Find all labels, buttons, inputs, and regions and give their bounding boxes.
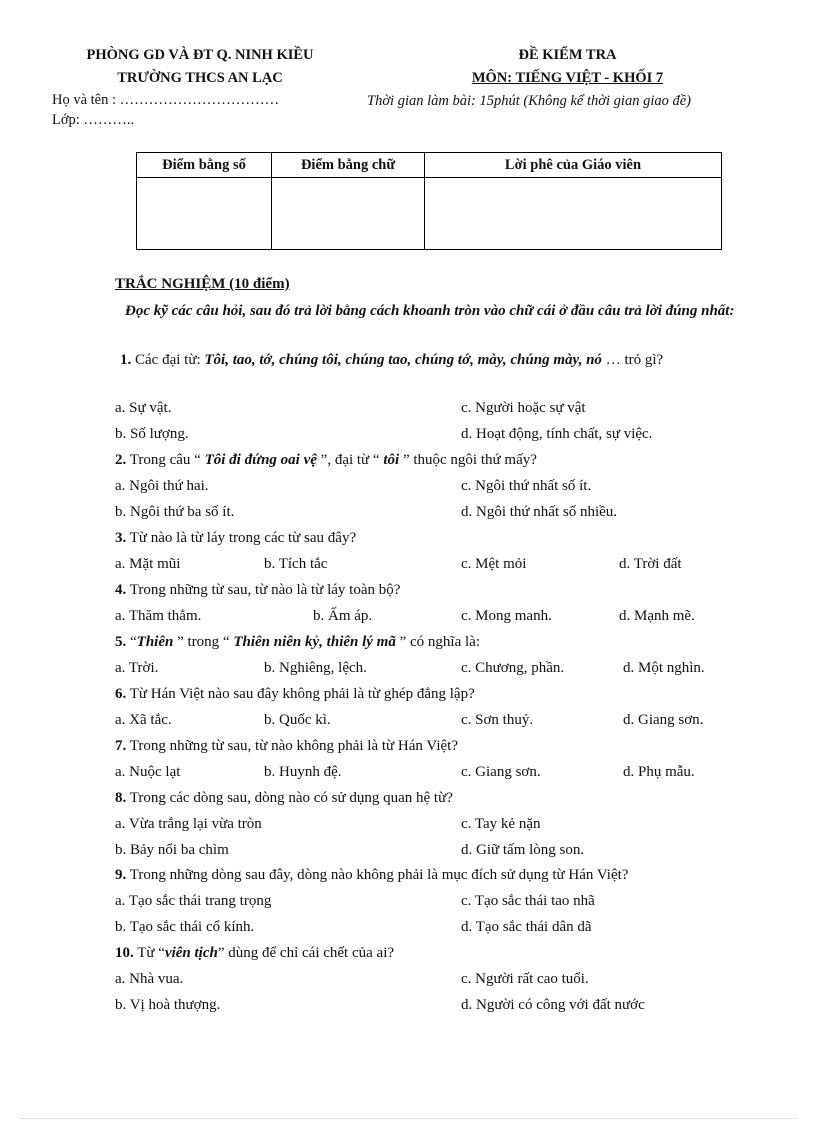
section-title: TRẮC NGHIỆM (10 điểm) [115,276,290,292]
question-4: 4. Trong những từ sau, từ nào là từ láy toàn bộ? [115,582,401,598]
question-1: 1. Các đại từ: Tôi, tao, tớ, chúng tôi, chúng tao, chúng tớ, mày, chúng mày, nó … trỏ gì? [120,352,664,368]
grade-number-header: Điểm bằng số [137,153,272,178]
class-field: Lớp: ……….. [52,112,135,128]
option-10b[interactable]: b. Vị hoà thượng. [115,997,221,1013]
teacher-comment-cell [425,178,722,250]
option-6b[interactable]: b. Quốc kì. [264,712,331,728]
option-7d[interactable]: d. Phụ mẫu. [623,764,695,780]
option-1c[interactable]: c. Người hoặc sự vật [461,400,586,416]
option-6c[interactable]: c. Sơn thuỷ. [461,712,534,728]
option-3b[interactable]: b. Tích tắc [264,556,328,572]
option-5b[interactable]: b. Nghiêng, lệch. [264,660,367,676]
instruction: Đọc kỹ các câu hỏi, sau đó trả lời bằng cách khoanh tròn vào chữ cái ở đầu câu trả lời đúng nhất: [125,303,735,319]
option-9c[interactable]: c. Tạo sắc thái tao nhã [461,893,595,909]
exam-time: Thời gian làm bài: 15phút (Không kể thời gian giao đề) [367,93,691,109]
option-4c[interactable]: c. Mong manh. [461,608,552,624]
question-8: 8. Trong các dòng sau, dòng nào có sử dụng quan hệ từ? [115,790,453,806]
question-number: 1. [120,352,132,368]
grade-table [136,152,722,250]
option-10c[interactable]: c. Người rất cao tuổi. [461,971,589,987]
option-5c[interactable]: c. Chương, phần. [461,660,565,676]
option-10a[interactable]: a. Nhà vua. [115,971,184,987]
option-8d[interactable]: d. Giữ tấm lòng son. [461,842,585,858]
option-4b[interactable]: b. Ấm áp. [313,608,373,624]
student-name-field: Họ và tên : …………………………… [52,92,280,108]
option-3d[interactable]: d. Trời đất [619,556,682,572]
option-3a[interactable]: a. Mặt mũi [115,556,181,572]
option-2d[interactable]: d. Ngôi thứ nhất số nhiều. [461,504,618,520]
option-6d[interactable]: d. Giang sơn. [623,712,704,728]
option-4d[interactable]: d. Mạnh mẽ. [619,608,695,624]
option-1b[interactable]: b. Số lượng. [115,426,189,442]
option-2c[interactable]: c. Ngôi thứ nhất số ít. [461,478,592,494]
option-9a[interactable]: a. Tạo sắc thái trang trọng [115,893,272,909]
option-10d[interactable]: d. Người có công với đất nước [461,997,645,1013]
question-2: 2. Trong câu “ Tôi đi đứng oai vệ ”, đại từ “ tôi ” thuộc ngôi thứ mấy? [115,452,537,468]
exam-title: ĐỀ KIỂM TRA [518,47,617,63]
question-6: 6. Từ Hán Việt nào sau đây không phải là từ ghép đẳng lập? [115,686,475,702]
department-name: PHÒNG GD VÀ ĐT Q. NINH KIỀU [86,47,314,63]
question-9: 9. Trong những dòng sau đây, dòng nào không phải là mục đích sử dụng từ Hán Việt? [115,867,629,883]
option-5a[interactable]: a. Trời. [115,660,159,676]
option-8a[interactable]: a. Vừa trắng lại vừa tròn [115,816,262,832]
exam-subject: MÔN: TIẾNG VIỆT - KHỐI 7 [471,70,664,86]
option-6a[interactable]: a. Xã tắc. [115,712,172,728]
question-3: 3. Từ nào là từ láy trong các từ sau đây? [115,530,357,546]
option-9b[interactable]: b. Tạo sắc thái cổ kính. [115,919,255,935]
question-5: 5. “Thiên ” trong “ Thiên niên kỷ, thiên lý mã ” có nghĩa là: [115,634,480,650]
option-5d[interactable]: d. Một nghìn. [623,660,705,676]
option-3c[interactable]: c. Mệt mỏi [461,556,527,572]
option-4a[interactable]: a. Thăm thẳm. [115,608,202,624]
teacher-comment-header: Lời phê của Giáo viên [425,153,722,178]
option-8b[interactable]: b. Bảy nổi ba chìm [115,842,229,858]
option-1a[interactable]: a. Sự vật. [115,400,172,416]
question-10: 10. Từ “viên tịch” dùng để chỉ cái chết của ai? [115,945,395,961]
option-7a[interactable]: a. Nuộc lạt [115,764,181,780]
grade-number-cell [137,178,272,250]
option-9d[interactable]: d. Tạo sắc thái dân dã [461,919,592,935]
option-2a[interactable]: a. Ngôi thứ hai. [115,478,209,494]
page-bottom-divider [20,1118,796,1119]
school-name: TRƯỜNG THCS AN LẠC [117,70,283,86]
grade-words-header: Điểm bằng chữ [272,153,425,178]
option-1d[interactable]: d. Hoạt động, tính chất, sự việc. [461,426,653,442]
question-7: 7. Trong những từ sau, từ nào không phải là từ Hán Việt? [115,738,458,754]
grade-words-cell [272,178,425,250]
option-7b[interactable]: b. Huynh đệ. [264,764,342,780]
option-7c[interactable]: c. Giang sơn. [461,764,541,780]
option-8c[interactable]: c. Tay kẻ nặn [461,816,541,832]
option-2b[interactable]: b. Ngôi thứ ba số ít. [115,504,235,520]
